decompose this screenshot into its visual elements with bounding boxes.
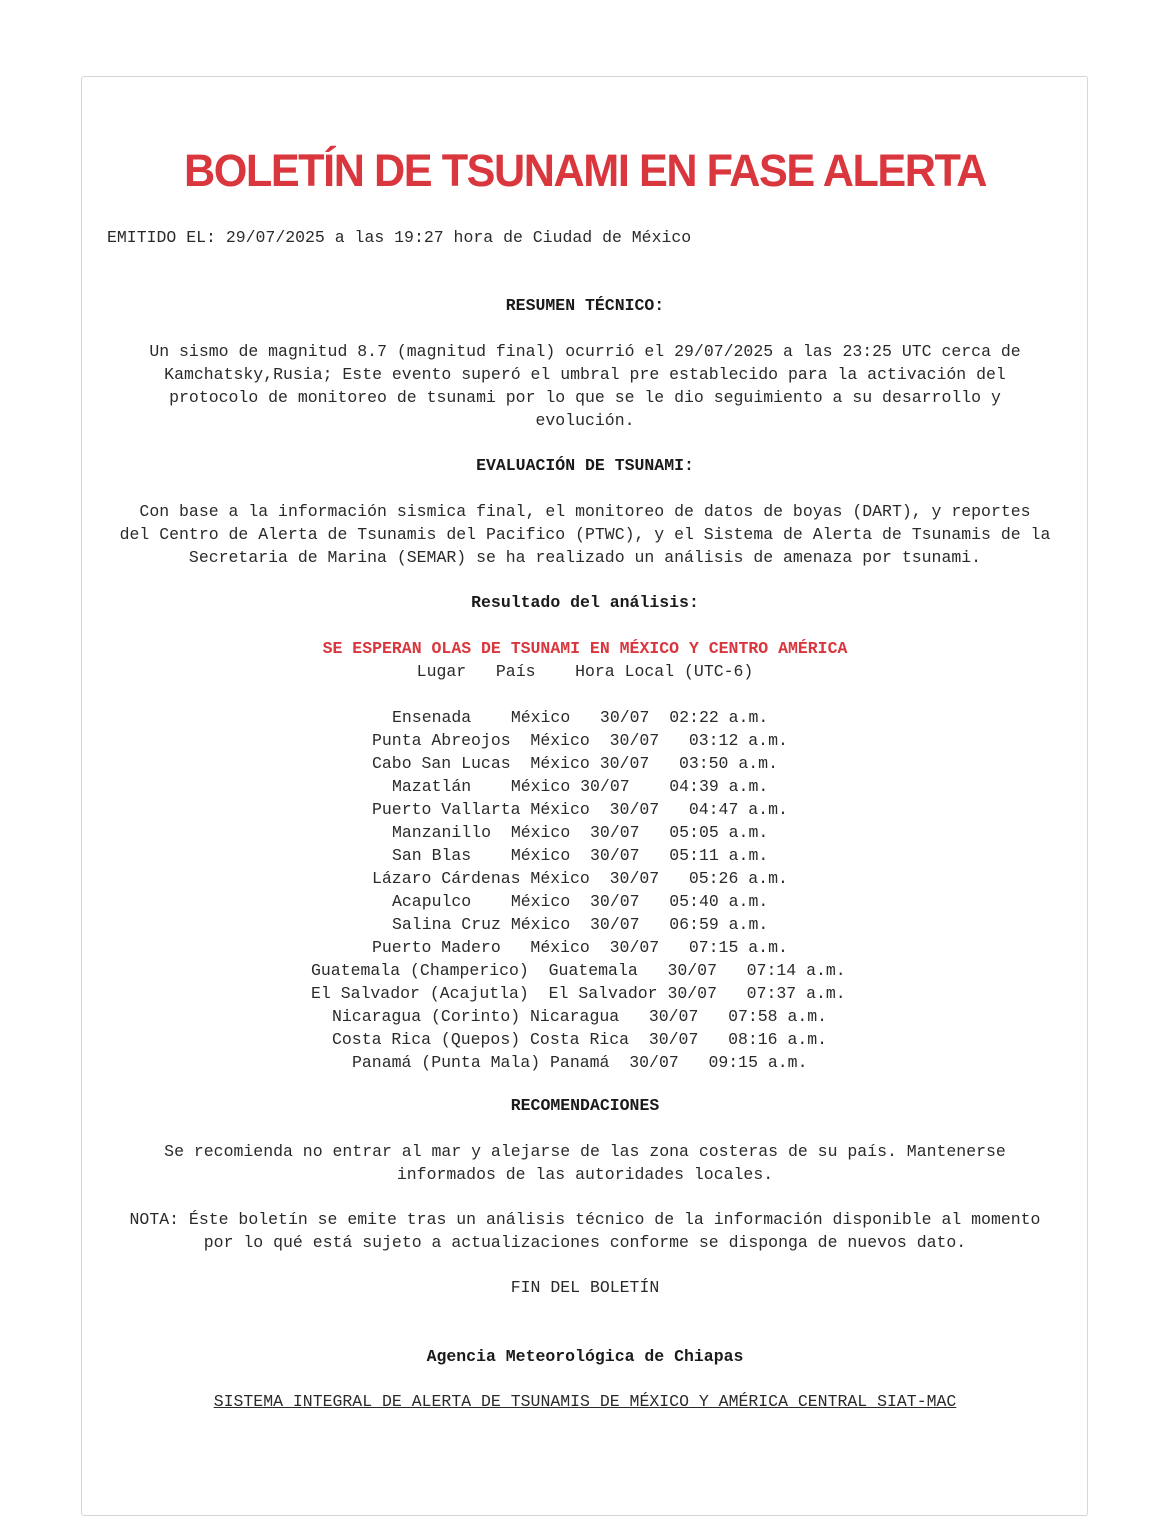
arrival-row: Salina Cruz México 30/07 06:59 a.m. <box>392 915 769 934</box>
arrival-row: Mazatlán México 30/07 04:39 a.m. <box>392 777 769 796</box>
recommendations-heading: RECOMENDACIONES <box>510 1096 660 1115</box>
arrival-row: Acapulco México 30/07 05:40 a.m. <box>392 892 769 911</box>
summary-line: protocolo de monitoreo de tsunami por lo que se le dio seguimiento a su desarrollo y <box>169 388 1001 407</box>
arrival-row: El Salvador (Acajutla) El Salvador 30/07 07:37 a.m. <box>311 984 846 1003</box>
evaluation-line: Secretaria de Marina (SEMAR) se ha realizado un análisis de amenaza por tsunami. <box>188 548 982 567</box>
result-heading: Resultado del análisis: <box>471 593 699 612</box>
evaluation-line: del Centro de Alerta de Tsunamis del Pacifico (PTWC), y el Sistema de Alerta de Tsunamis de la <box>119 525 1051 544</box>
arrival-row: Ensenada México 30/07 02:22 a.m. <box>392 708 769 727</box>
summary-heading: RESUMEN TÉCNICO: <box>505 296 665 315</box>
arrival-row: Lázaro Cárdenas México 30/07 05:26 a.m. <box>372 869 788 888</box>
arrival-row: Nicaragua (Corinto) Nicaragua 30/07 07:58 a.m. <box>332 1007 828 1026</box>
system-name-link: SISTEMA INTEGRAL DE ALERTA DE TSUNAMIS DE MÉXICO Y AMÉRICA CENTRAL SIAT-MAC <box>213 1392 957 1411</box>
recommendations-line: informados de las autoridades locales. <box>396 1165 774 1184</box>
arrival-row: Puerto Vallarta México 30/07 04:47 a.m. <box>372 800 788 819</box>
evaluation-line: Con base a la información sismica final, el monitoreo de datos de boyas (DART), y reportes <box>139 502 1031 521</box>
arrival-row: Costa Rica (Quepos) Costa Rica 30/07 08:16 a.m. <box>332 1030 828 1049</box>
arrival-row: Panamá (Punta Mala) Panamá 30/07 09:15 a.m. <box>352 1053 808 1072</box>
bulletin-title: BOLETÍN DE TSUNAMI EN FASE ALERTA <box>183 145 987 196</box>
summary-line: Kamchatsky,Rusia; Este evento superó el umbral pre establecido para la activación del <box>164 365 1006 384</box>
tsunami-alert-message: SE ESPERAN OLAS DE TSUNAMI EN MÉXICO Y CENTRO AMÉRICA <box>322 639 848 658</box>
end-of-bulletin: FIN DEL BOLETÍN <box>510 1278 660 1297</box>
arrival-table-header: Lugar País Hora Local (UTC-6) <box>416 662 754 681</box>
arrival-row: Puerto Madero México 30/07 07:15 a.m. <box>372 938 788 957</box>
summary-line: evolución. <box>535 411 635 430</box>
arrival-row: Cabo San Lucas México 30/07 03:50 a.m. <box>372 754 778 773</box>
evaluation-heading: EVALUACIÓN DE TSUNAMI: <box>476 456 694 475</box>
note-line: NOTA: Éste boletín se emite tras un análisis técnico de la información disponible al momento <box>129 1210 1041 1229</box>
emitted-line: EMITIDO EL: 29/07/2025 a las 19:27 hora de Ciudad de México <box>107 228 692 247</box>
recommendations-line: Se recomienda no entrar al mar y alejarse de las zona costeras de su país. Mantenerse <box>164 1142 1006 1161</box>
note-line: por lo qué está sujeto a actualizaciones conforme se disponga de nuevos dato. <box>203 1233 967 1252</box>
arrival-row: Punta Abreojos México 30/07 03:12 a.m. <box>372 731 788 750</box>
arrival-row: San Blas México 30/07 05:11 a.m. <box>392 846 769 865</box>
arrival-row: Manzanillo México 30/07 05:05 a.m. <box>392 823 769 842</box>
agency-name: Agencia Meteorológica de Chiapas <box>426 1347 744 1366</box>
arrival-row: Guatemala (Champerico) Guatemala 30/07 07:14 a.m. <box>311 961 846 980</box>
summary-line: Un sismo de magnitud 8.7 (magnitud final) ocurrió el 29/07/2025 a las 23:25 UTC cerca de <box>149 342 1021 361</box>
